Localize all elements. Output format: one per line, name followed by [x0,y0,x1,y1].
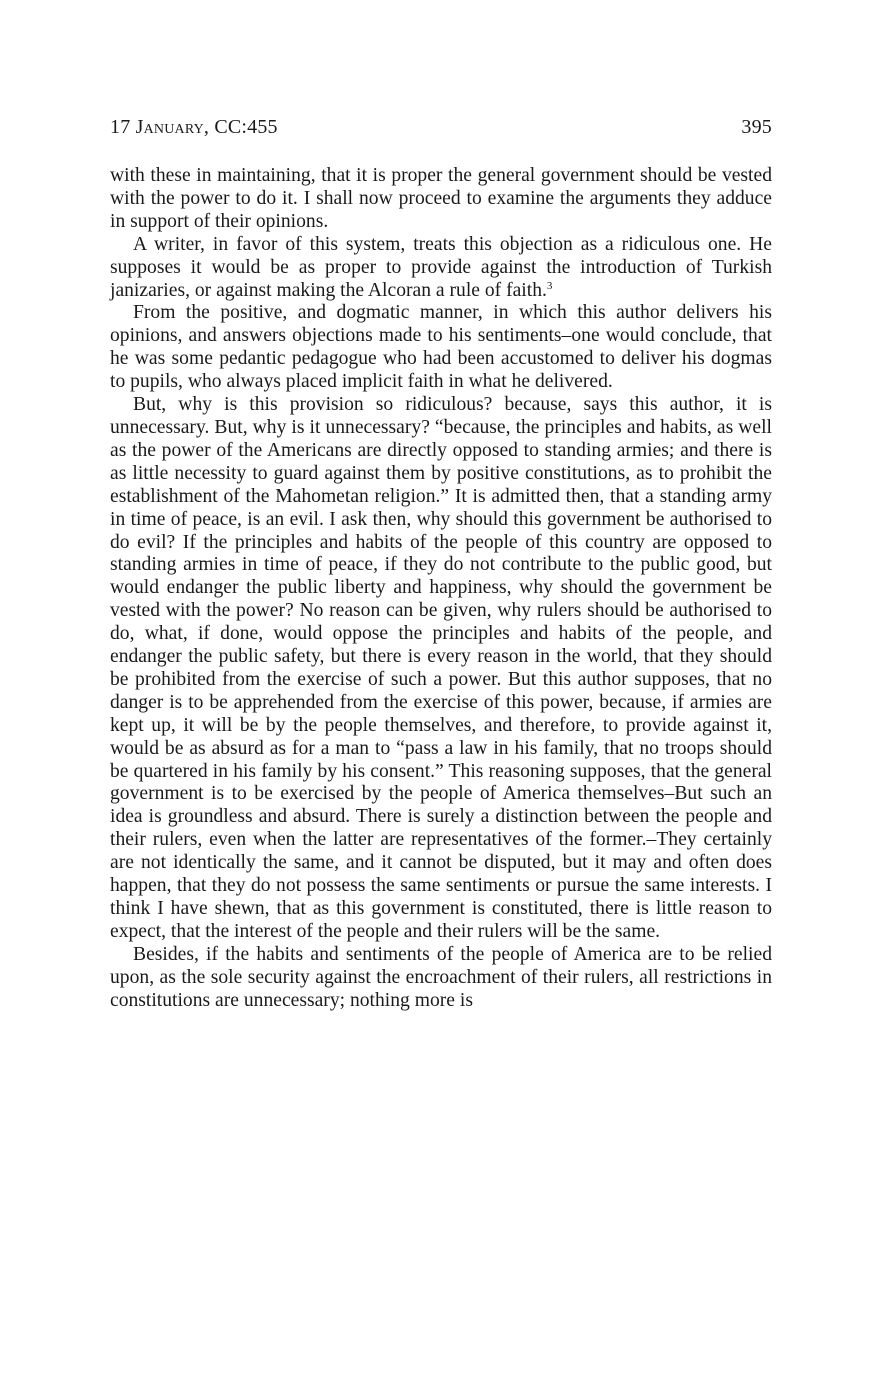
footnote-marker: 3 [546,279,553,292]
page-number: 395 [741,116,772,138]
header-doc-ref: , CC:455 [203,116,278,138]
header-date-ref [110,116,278,139]
paragraph: with these in maintaining, that it is proper the general government should be vested with the power to do it. I shall now proceed to examine the arguments they adduce in support of their opinions. [110,165,772,232]
paragraph [110,234,772,303]
paragraph: Besides, if the habits and sentiments of the people of America are to be relied upon, as the sole security against the encroachment of their rulers, all restrictions in constitutions are unnecessary; nothing more is [110,943,772,1011]
body-text [110,165,772,1013]
paragraph: But, why is this provision so ridiculous? because, says this author, it is unnecessary. But, why is it unnecessary? “because, the principles and habits, as well as the power of the Americans are directly opposed to standing armies; and there is as little necessity to guard against them by positive constitutions, as to prohibit the establishment of the Mahometan religion.” It is admitted then, that a standing army in time of peace, is an evil. I ask then, why should this government be authorised to do evil? If the principles and habits of the people of this country are opposed to standing armies in time of peace, if they do not contribute to the public good, but would endanger the public liberty and happiness, why should the government be vested with the power? No reason can be given, why rulers should be authorised to do, what, if done, would oppose the principles and habits of the people, and endanger the public safety, but there is every reason in the world, that they should be prohibited from the exercise of such a power. But this author supposes, that no danger is to be apprehended from the exercise of this power, because, if armies are kept up, it will be by the people themselves, and therefore, to provide against it, would be as absurd as for a man to “pass a law in his family, that no troops should be quartered in his family by his consent.” This reasoning supposes, that the general government is to be exercised by the people of America themselves–But such an idea is groundless and absurd. There is surely a distinction between the people and their rulers, even when the latter are representatives of the former.–They certainly are not identically the same, and it cannot be disputed, but it may and often does happen, that they do not possess the same sentiments or pursue the same interests. I think I have shewn, that as this government is constituted, there is little reason to expect, that the interest of the people and their rulers will be the same. [110,394,772,942]
running-header [110,116,772,139]
header-day: 17 [110,116,131,138]
paragraph: From the positive, and dogmatic manner, in which this author delivers his opinions, and answers objections made to his sentiments–one would conclude, that he was some pedantic pedagogue who had been accustomed to deliver his dogmas to pupils, who always placed implicit faith in what he delivered. [110,302,772,393]
paragraph-text: A writer, in favor of this system, treats this objection as a ridiculous one. He supposes it would be as proper to provide against the introduction of Turkish janizaries, or against making the Alcoran a rule of faith. [110,233,772,301]
header-month: January [135,116,204,138]
